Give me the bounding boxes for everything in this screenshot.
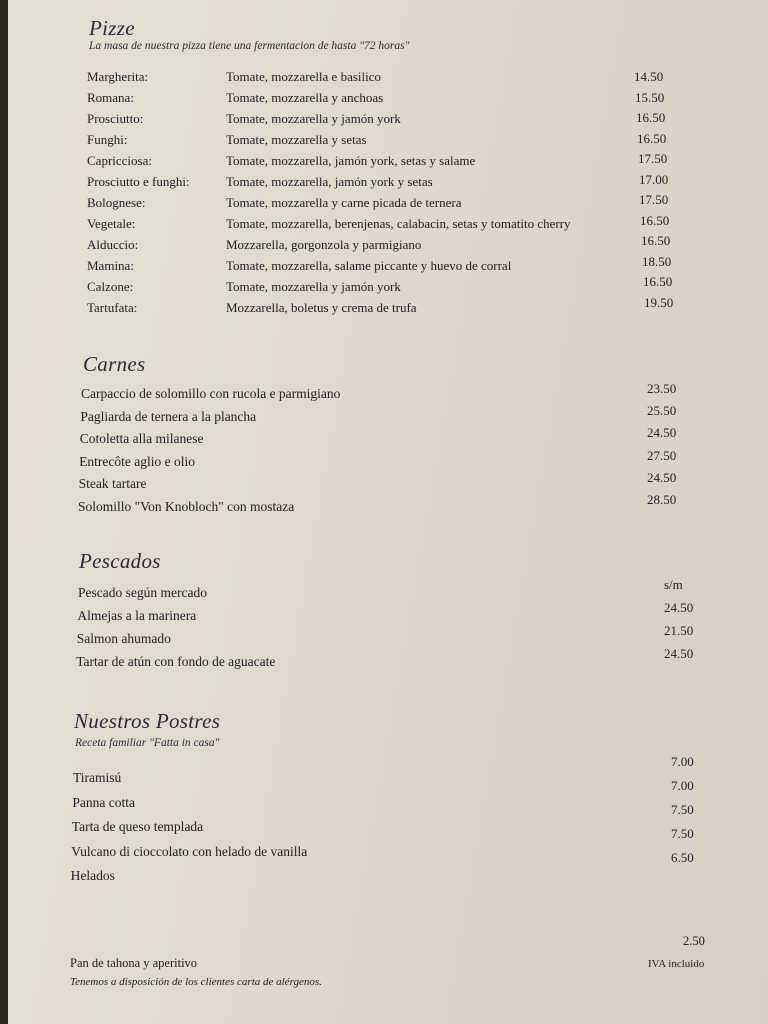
pizza-description: Tomate, mozzarella y carne picada de ternera — [226, 195, 462, 210]
pizza-price: 16.50 — [636, 110, 666, 125]
carnes-item: Cotoletta alla milanese — [79, 431, 204, 447]
menu-page — [8, 0, 768, 1024]
pizza-name: Calzone: — [87, 279, 134, 294]
postres-item: Tarta de queso templada — [71, 819, 204, 834]
pizza-price: 16.50 — [641, 233, 671, 248]
postres-price: 6.50 — [671, 850, 694, 865]
pizze-subtitle: La masa de nuestra pizza tiene una fermentacion de hasta "72 horas" — [89, 40, 410, 52]
carnes-item: Solomillo "Von Knobloch" con mostaza — [78, 499, 295, 514]
carnes-price: 27.50 — [647, 447, 677, 463]
pizza-name: Alduccio: — [87, 237, 139, 252]
pizza-description: Tomate, mozzarella, jamón york y setas — [226, 174, 433, 189]
section-title-carnes: Carnes — [83, 352, 146, 376]
bread-label: Pan de tahona y aperitivo — [70, 956, 198, 970]
pescados-item: Tartar de atún con fondo de aguacate — [76, 654, 276, 669]
postres-price: 7.00 — [671, 778, 694, 793]
pizza-name: Funghi: — [87, 132, 128, 147]
pizza-name: Margherita: — [87, 69, 149, 84]
pizza-description: Tomate, mozzarella y jamón york — [226, 111, 401, 126]
pizza-description: Mozzarella, boletus y crema de trufa — [226, 300, 417, 315]
pizza-row — [8, 171, 768, 194]
carnes-price: 23.50 — [647, 381, 677, 396]
postres-item: Panna cotta — [72, 794, 135, 810]
pizza-name: Prosciutto: — [87, 111, 144, 126]
pizza-row — [8, 153, 768, 173]
pizza-description: Tomate, mozzarella, jamón york, setas y salame — [226, 153, 476, 168]
pizza-price: 16.50 — [640, 212, 670, 228]
pizza-price: 14.50 — [634, 69, 664, 84]
pizza-description: Tomate, mozzarella, berenjenas, calabacin, setas y tomatito cherry — [226, 216, 571, 231]
pizza-price: 19.50 — [644, 294, 674, 310]
carnes-price: 24.50 — [647, 469, 677, 485]
pizza-row — [8, 90, 768, 110]
carnes-price: 25.50 — [647, 403, 677, 419]
pizza-description: Tomate, mozzarella y anchoas — [226, 90, 384, 105]
iva-note: IVA incluido — [648, 958, 705, 970]
section-title-postres: Nuestros Postres — [74, 709, 221, 733]
carnes-price: 28.50 — [647, 492, 677, 507]
pizza-description: Tomate, mozzarella y jamón york — [226, 279, 401, 294]
pizza-price: 17.00 — [639, 171, 669, 187]
postres-price: 7.00 — [671, 754, 694, 769]
pescados-price: 24.50 — [664, 600, 694, 615]
pizza-row — [8, 132, 768, 152]
carnes-item: Steak tartare — [78, 476, 147, 492]
pizza-row — [8, 111, 768, 131]
pizza-description: Tomate, mozzarella y setas — [226, 132, 367, 147]
pescados-price: 24.50 — [664, 646, 694, 661]
pizza-price: 17.50 — [638, 151, 668, 166]
postres-price: 7.50 — [671, 802, 694, 817]
postres-price: 7.50 — [671, 826, 694, 841]
postres-subtitle: Receta familiar "Fatta in casa" — [75, 737, 220, 749]
carnes-item: Pagliarda de ternera a la plancha — [80, 408, 257, 424]
pizza-name: Tartufata: — [87, 300, 138, 315]
section-title-pizze: Pizze — [89, 16, 135, 40]
section-title-pescados: Pescados — [79, 549, 161, 573]
carnes-item: Entrecôte aglio e olio — [79, 453, 196, 469]
pescados-item: Pescado según mercado — [78, 585, 207, 600]
pizza-description: Tomate, mozzarella, salame piccante y huevo de corral — [226, 258, 512, 273]
carnes-price: 24.50 — [647, 425, 677, 441]
pizza-name: Vegetale: — [87, 216, 136, 231]
pizza-price: 16.50 — [637, 130, 667, 146]
pescados-price: s/m — [664, 577, 683, 592]
pizza-name: Bolognese: — [87, 195, 146, 210]
pizza-row — [8, 69, 768, 89]
pizza-name: Capricciosa: — [87, 153, 152, 168]
pescados-price: 21.50 — [664, 623, 694, 638]
postres-item: Helados — [70, 868, 115, 883]
pizza-name: Mamina: — [87, 258, 134, 273]
pizza-price: 17.50 — [639, 192, 669, 207]
pizza-price: 15.50 — [635, 89, 665, 105]
carnes-item: Carpaccio de solomillo con rucola e parmigiano — [81, 386, 341, 401]
bread-price: 2.50 — [683, 934, 705, 948]
postres-item: Vulcano di cioccolato con helado de vanilla — [71, 843, 308, 859]
pizza-description: Tomate, mozzarella e basilico — [226, 69, 382, 84]
pizza-price: 18.50 — [642, 253, 672, 269]
postres-item: Tiramisú — [73, 770, 122, 785]
allergens-note: Tenemos a disposición de los clientes carta de alérgenos. — [70, 976, 322, 988]
pescados-item: Almejas a la marinera — [77, 608, 197, 623]
pescados-item: Salmon ahumado — [76, 631, 171, 646]
pizza-price: 16.50 — [643, 274, 673, 289]
pizza-row — [8, 294, 768, 320]
pizza-description: Mozzarella, gorgonzola y parmigiano — [226, 237, 422, 252]
pizza-name: Prosciutto e funghi: — [87, 174, 190, 189]
pizza-name: Romana: — [87, 90, 134, 105]
